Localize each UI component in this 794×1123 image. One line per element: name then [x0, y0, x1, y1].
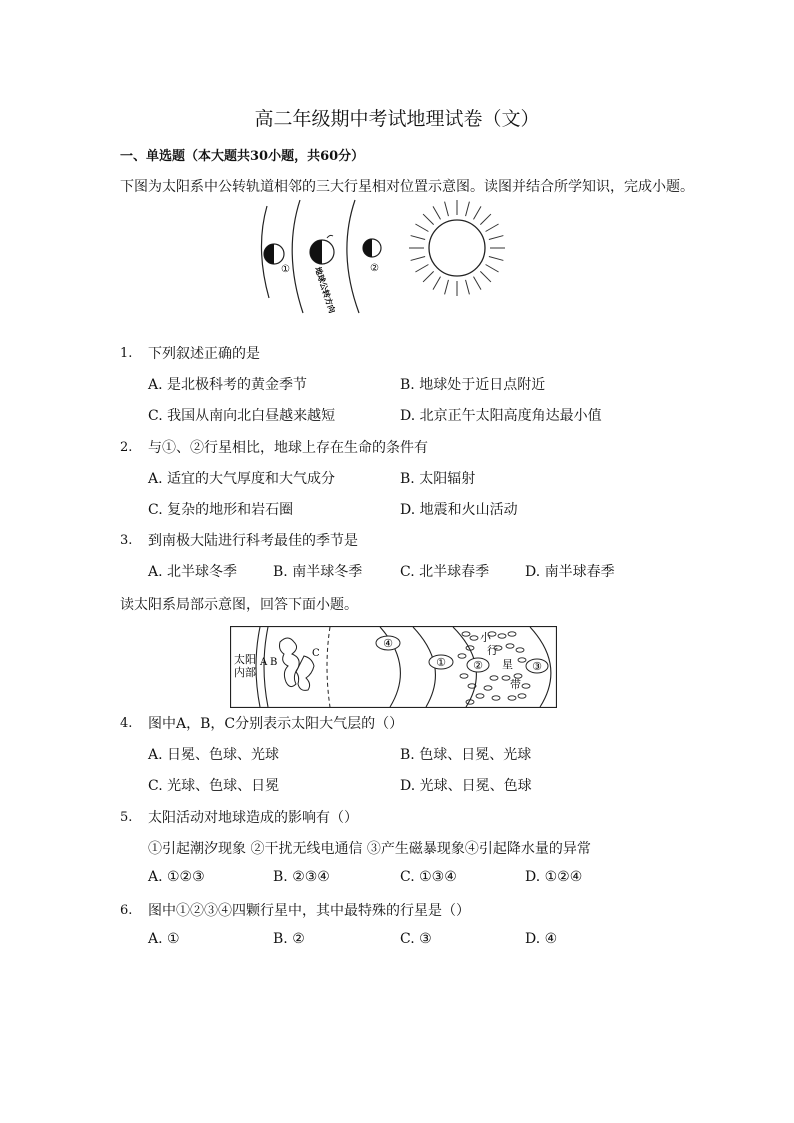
sun-ray: [480, 271, 491, 282]
sun-ray: [423, 214, 434, 225]
sun-label-1: 太阳: [234, 653, 256, 666]
question-5-option-c[interactable]: C. ①③④: [400, 869, 457, 885]
question-3-option-a[interactable]: A. 北半球冬季: [148, 564, 238, 580]
question-5-substem: ①引起潮汐现象 ②干扰无线电通信 ③产生磁暴现象④引起降水量的异常: [148, 841, 591, 857]
earth-planet: [310, 235, 334, 264]
question-3-option-d[interactable]: D. 南半球春季: [525, 564, 615, 580]
question-2-option-a[interactable]: A. 适宜的大气厚度和大气成分: [148, 471, 336, 487]
belt-label-char-1: 小: [480, 631, 491, 644]
question-4-stem: 图中A，B，C分别表示太阳大气层的（）: [148, 716, 404, 732]
question-3-number: 3.: [120, 533, 133, 548]
intro-text-1: 下图为太阳系中公转轨道相邻的三大行星相对位置示意图。读图并结合所学知识，完成小题。: [120, 179, 694, 195]
sun-ray: [433, 206, 441, 219]
question-4-option-c[interactable]: C. 光球、色球、日冕: [148, 778, 280, 794]
question-4-option-b[interactable]: B. 色球、日冕、光球: [400, 747, 532, 763]
question-6-option-d[interactable]: D. ④: [525, 931, 558, 947]
sun-ray: [486, 224, 499, 232]
earth-orbit-direction-label: 地球公转方向: [313, 265, 338, 315]
planet-label-2: ②: [370, 263, 379, 274]
question-1-option-a[interactable]: A. 是北极科考的黄金季节: [148, 377, 308, 393]
sun-ray: [489, 236, 503, 240]
section-header: 一、单选题（本大题共30小题，共60分）: [120, 149, 365, 164]
page-title: 高二年级期中考试地理试卷（文）: [254, 108, 540, 130]
question-2-option-d[interactable]: D. 地震和火山活动: [400, 502, 518, 518]
planet-label-4: ④: [383, 637, 393, 650]
sun-ray: [466, 280, 470, 294]
question-5-stem: 太阳活动对地球造成的影响有（）: [148, 810, 358, 826]
question-1-number: 1.: [120, 346, 133, 361]
question-6-option-c[interactable]: C. ③: [400, 931, 432, 947]
question-1-option-b[interactable]: B. 地球处于近日点附近: [400, 377, 546, 393]
question-6-option-b[interactable]: B. ②: [273, 931, 305, 947]
planet-label-2: ②: [473, 659, 483, 672]
orbit-line-3: [347, 200, 359, 313]
sun-ray: [433, 277, 441, 290]
question-3-option-c[interactable]: C. 北半球春季: [400, 564, 490, 580]
question-5-option-d[interactable]: D. ①②④: [525, 869, 583, 885]
planet-label-1: ①: [281, 264, 290, 275]
question-2-stem: 与①、②行星相比，地球上存在生命的条件有: [148, 440, 428, 456]
question-4-number: 4.: [120, 716, 133, 731]
question-2-option-b[interactable]: B. 太阳辐射: [400, 471, 476, 487]
question-6-stem: 图中①②③④四颗行星中，其中最特殊的行星是（）: [148, 903, 470, 919]
sun-ray: [423, 271, 434, 282]
planet-label-3: ③: [532, 660, 542, 673]
sun-label-2: 内部: [234, 666, 256, 679]
sun-ray: [445, 202, 449, 216]
solar-system-figure: [230, 626, 557, 708]
question-4-option-a[interactable]: A. 日冕、色球、光球: [148, 747, 280, 763]
question-1-stem: 下列叙述正确的是: [148, 346, 260, 362]
sun-ray: [445, 280, 449, 294]
question-3-option-b[interactable]: B. 南半球冬季: [273, 564, 363, 580]
planet-label-1: ①: [436, 656, 446, 669]
sun-icon: [409, 200, 505, 296]
question-4-option-d[interactable]: D. 光球、日冕、色球: [400, 778, 532, 794]
sun-ray: [489, 257, 503, 261]
question-5-number: 5.: [120, 810, 133, 825]
sun-ray: [486, 265, 499, 273]
question-3-stem: 到南极大陆进行科考最佳的季节是: [148, 533, 358, 549]
sun-ray: [466, 202, 470, 216]
belt-label-char-3: 星: [502, 658, 513, 671]
belt-label-char-2: 行: [487, 644, 498, 657]
planets-orbit-figure: [245, 198, 515, 316]
sun-ray: [411, 236, 425, 240]
belt-label-char-4: 带: [510, 678, 521, 691]
layer-label-a: A: [260, 657, 268, 668]
sun-ray: [415, 224, 428, 232]
orbit-line-2: [292, 200, 303, 313]
question-2-number: 2.: [120, 440, 133, 455]
question-1-option-c[interactable]: C. 我国从南向北白昼越来越短: [148, 408, 336, 424]
question-2-option-c[interactable]: C. 复杂的地形和岩石圈: [148, 502, 294, 518]
sun-ray: [411, 257, 425, 261]
planet-1: [264, 244, 284, 264]
planet-2: [363, 239, 381, 257]
sun-ray: [480, 214, 491, 225]
intro-text-2: 读太阳系局部示意图，回答下面小题。: [120, 597, 358, 613]
layer-label-c: C: [312, 648, 320, 659]
sun-ray: [474, 206, 482, 219]
sun-ray: [474, 277, 482, 290]
question-5-option-b[interactable]: B. ②③④: [273, 869, 330, 885]
question-6-option-a[interactable]: A. ①: [148, 931, 180, 947]
sun-ray: [415, 265, 428, 273]
question-6-number: 6.: [120, 903, 133, 918]
question-5-option-a[interactable]: A. ①②③: [148, 869, 205, 885]
layer-label-b: B: [270, 657, 278, 668]
question-1-option-d[interactable]: D. 北京正午太阳高度角达最小值: [400, 408, 602, 424]
